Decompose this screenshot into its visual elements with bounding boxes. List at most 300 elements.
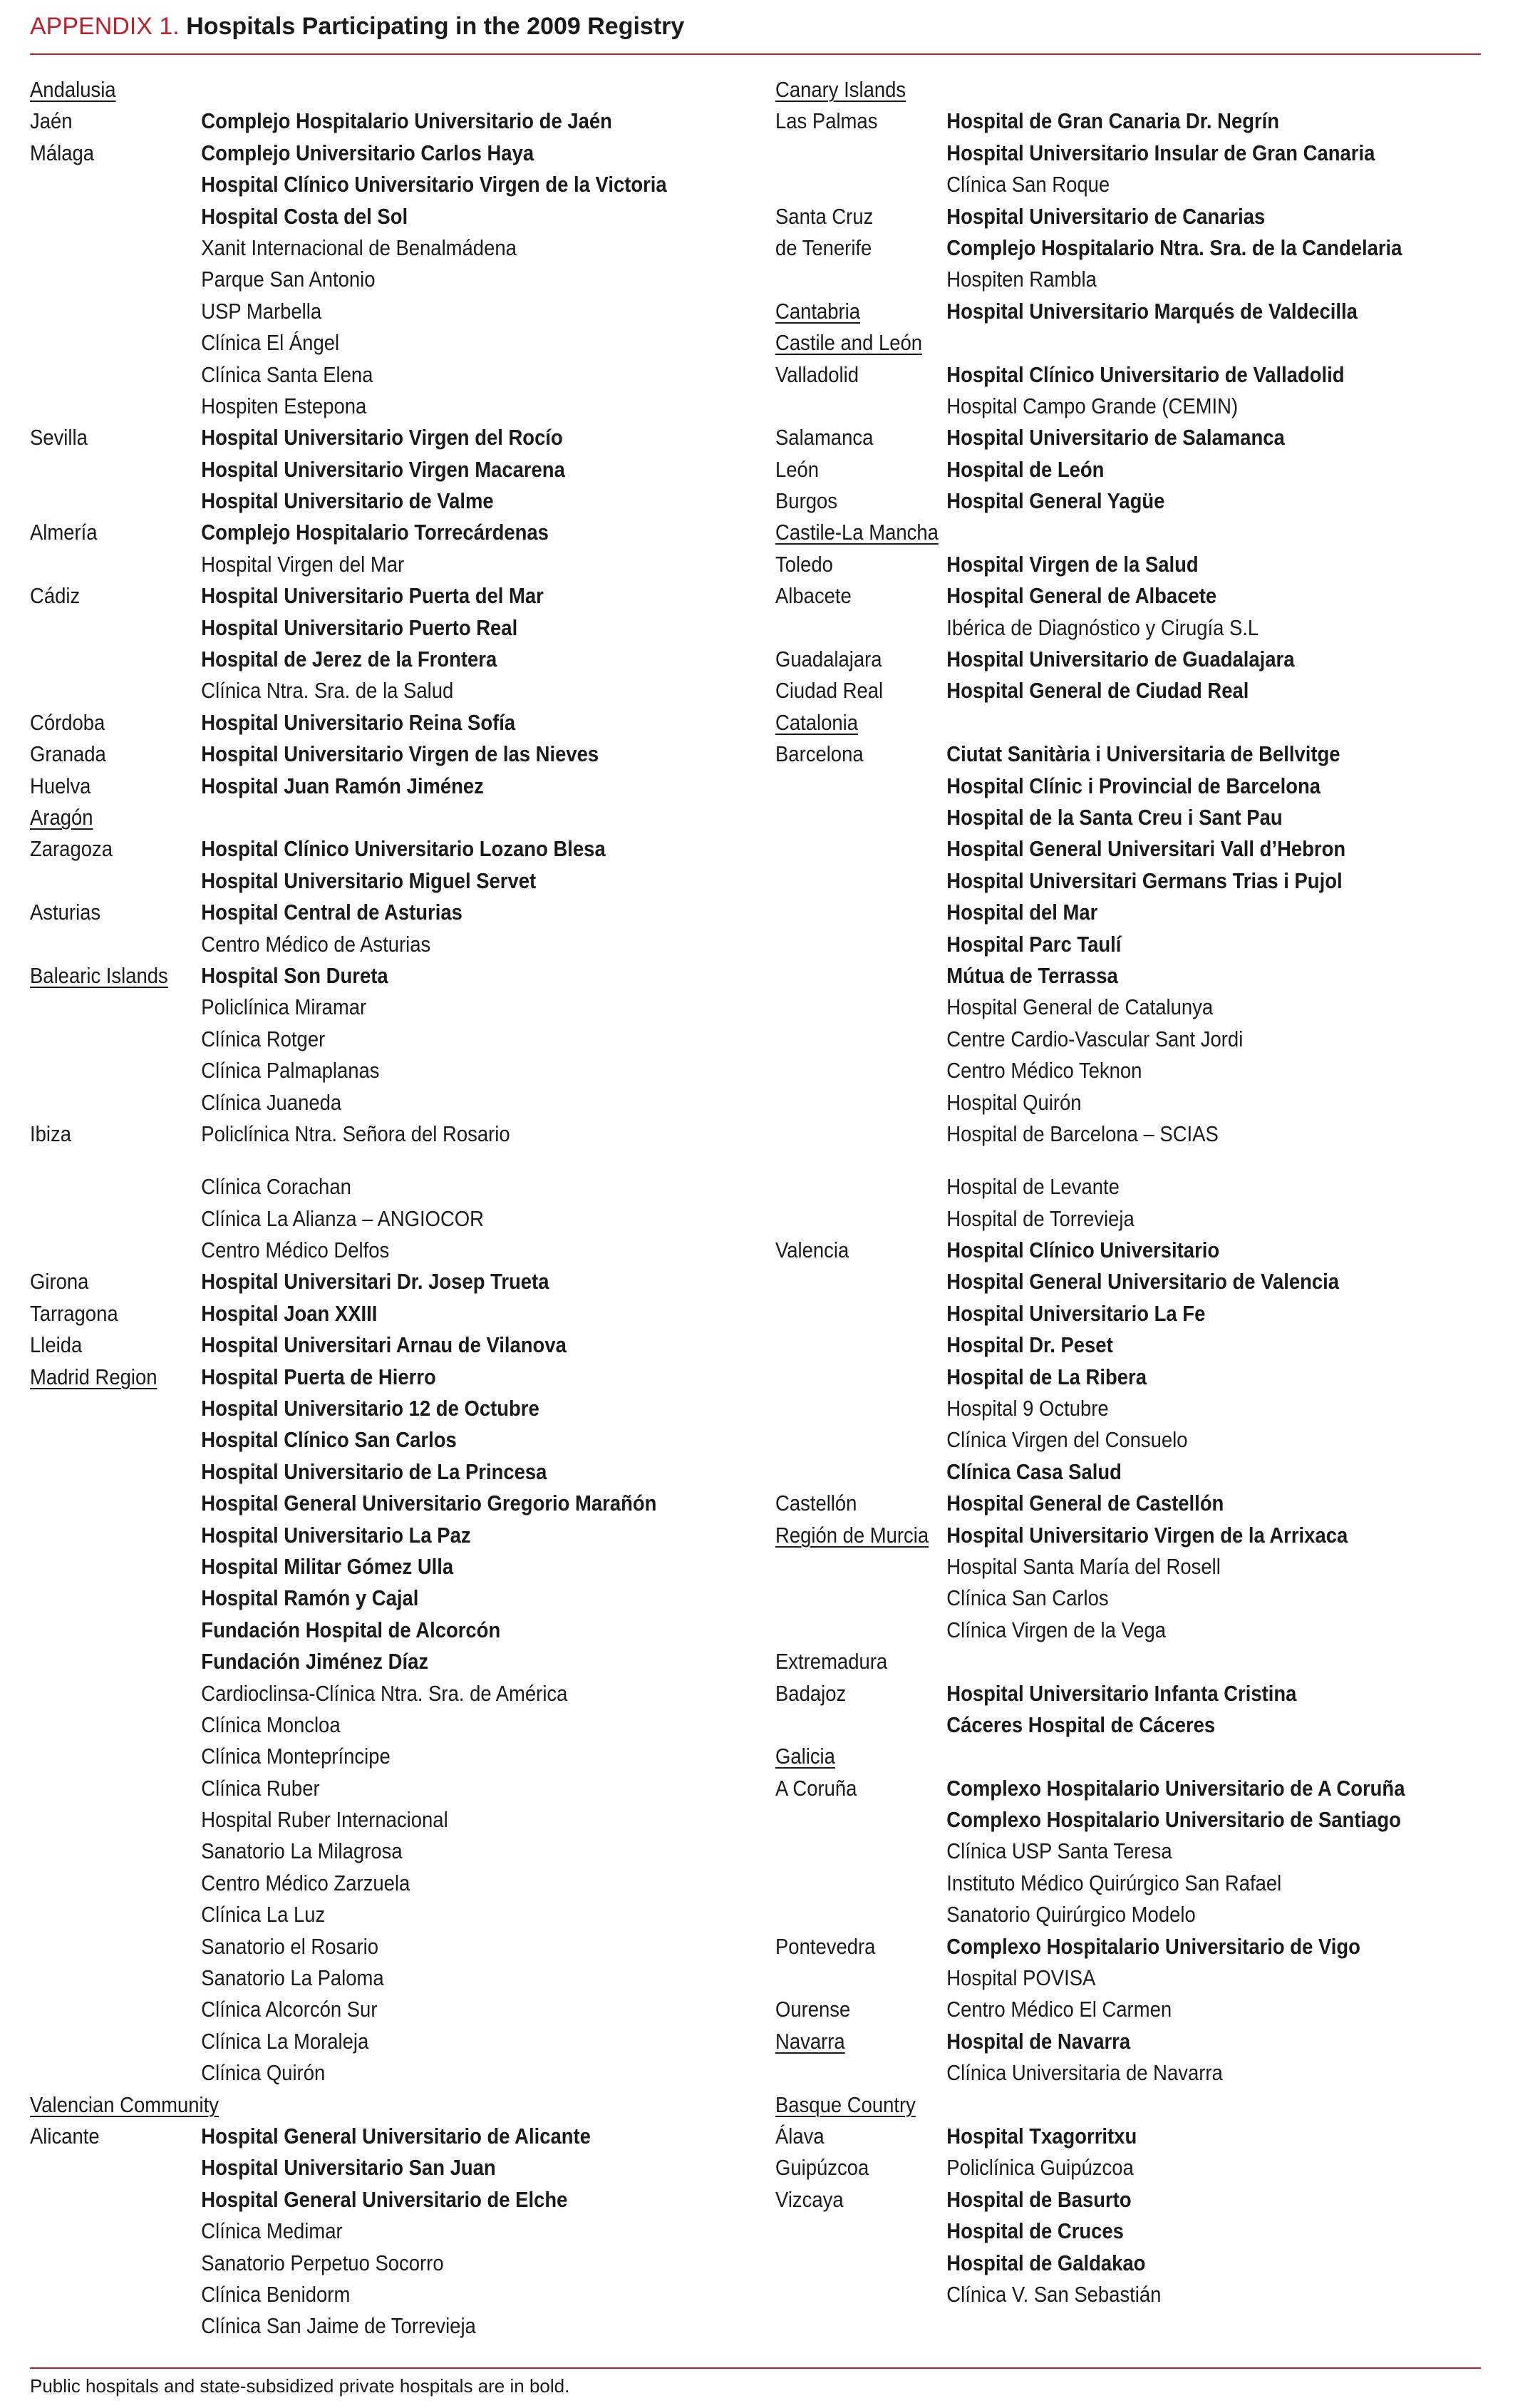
- region-heading: Balearic Islands: [30, 963, 168, 988]
- hospital-name: Centre Cardio-Vascular Sant Jordi: [946, 1027, 1244, 1051]
- hospital-name: Ciutat Sanitària i Universitaria de Bellvitge: [946, 742, 1340, 767]
- hospital-name: Hospital Clínico Universitario: [946, 1238, 1220, 1263]
- hospital-name: Hospital Universitario Infanta Cristina: [946, 1681, 1297, 1706]
- city-name: Las Palmas: [775, 109, 878, 134]
- hospital-name: Clínica El Ángel: [201, 331, 340, 356]
- hospital-row: [775, 1994, 1430, 2025]
- region-heading: Catalonia: [775, 710, 858, 735]
- hospital-row: [30, 264, 684, 295]
- region-heading: Canary Islands: [775, 78, 906, 102]
- hospital-row: [30, 1298, 684, 1329]
- region-heading: Valencian Community: [30, 2092, 219, 2117]
- city-name: Salamanca: [775, 426, 874, 451]
- hospital-name: Cáceres Hospital de Cáceres: [946, 1712, 1216, 1737]
- hospital-name: Hospital Central de Asturias: [201, 900, 462, 925]
- hospital-row: [30, 1551, 684, 1583]
- hospital-row: [775, 1678, 1430, 1709]
- hospital-name: Policlínica Ntra. Señora del Rosario: [201, 1121, 510, 1146]
- hospital-name: Centro Médico Zarzuela: [201, 1871, 410, 1895]
- hospital-row: [775, 612, 1430, 644]
- hospital-name: Hospital General Universitario de Alicante: [201, 2124, 591, 2149]
- hospital-name: Hospital Joan XXIII: [201, 1301, 378, 1326]
- footnote: Public hospitals and state-subsidized private hospitals are in bold.: [30, 2375, 570, 2397]
- hospital-name: Clínica Corachan: [201, 1175, 351, 1200]
- region-heading: Región de Murcia: [775, 1523, 929, 1548]
- hospital-row: [775, 992, 1430, 1023]
- hospital-row: [775, 201, 1430, 232]
- hospital-row: [775, 1087, 1430, 1118]
- hospital-row: [775, 1836, 1430, 1867]
- hospital-name: Clínica Virgen de la Vega: [946, 1617, 1167, 1642]
- city-name: Lleida: [30, 1333, 83, 1358]
- hospital-row: [30, 2026, 684, 2057]
- hospital-row: [30, 1520, 684, 1551]
- hospital-row: [30, 391, 684, 422]
- hospital-row: [775, 106, 1430, 137]
- hospital-name: Clínica Juaneda: [201, 1090, 342, 1115]
- hospital-name: Hospital Costa del Sol: [201, 204, 408, 229]
- hospital-row: [30, 865, 684, 897]
- hospital-row: [775, 2248, 1430, 2279]
- hospital-name: Clínica Universitaria de Navarra: [946, 2061, 1223, 2086]
- hospital-row: [775, 1203, 1430, 1235]
- hospital-row: [30, 422, 684, 453]
- hospital-name: Complejo Universitario Carlos Haya: [201, 140, 534, 165]
- hospital-name: Complexo Hospitalario Universitario de A Coruña: [946, 1776, 1405, 1801]
- city-name: Vizcaya: [775, 2187, 844, 2212]
- hospital-name: Sanatorio Quirúrgico Modelo: [946, 1903, 1196, 1928]
- hospital-row: [775, 1235, 1430, 1266]
- hospital-row: [30, 1868, 684, 1899]
- hospital-name: Hospital Clínico San Carlos: [201, 1428, 457, 1453]
- region-heading: Madrid Region: [30, 1364, 157, 1389]
- city-name: Ibiza: [30, 1121, 71, 1146]
- hospital-name: Cardioclinsa-Clínica Ntra. Sra. de América: [201, 1681, 568, 1706]
- city-name: Cádiz: [30, 584, 81, 609]
- region-row: [775, 296, 1430, 327]
- hospital-row: [775, 2184, 1430, 2216]
- hospital-row: [775, 1962, 1430, 1994]
- hospital-row: [30, 1836, 684, 1867]
- hospital-row: [30, 2184, 684, 2216]
- hospital-name: Sanatorio Perpetuo Socorro: [201, 2250, 444, 2275]
- region-row: [30, 802, 684, 833]
- hospital-name: Hospital Militar Gómez Ulla: [201, 1554, 454, 1579]
- hospital-name: Fundación Hospital de Alcorcón: [201, 1617, 501, 1642]
- hospital-name: Hospital Universitario La Fe: [946, 1301, 1206, 1326]
- hospital-name: Hospital Universitario San Juan: [201, 2156, 496, 2181]
- city-name: Guipúzcoa: [775, 2156, 869, 2181]
- hospital-name: Policlínica Miramar: [201, 995, 367, 1020]
- hospital-name: Complexo Hospitalario Universitario de Vigo: [946, 1934, 1360, 1959]
- city-name: Asturias: [30, 900, 101, 925]
- hospital-name: Clínica La Luz: [201, 1903, 326, 1928]
- hospital-row: [775, 1424, 1430, 1456]
- hospital-name: Clínica V. San Sebastián: [946, 2282, 1162, 2307]
- hospital-name: Sanatorio el Rosario: [201, 1934, 379, 1959]
- hospital-row: [775, 1055, 1430, 1086]
- hospital-name: Clínica Moncloa: [201, 1712, 341, 1737]
- hospital-name: Hospital Universitario Virgen Macarena: [201, 457, 565, 482]
- hospital-name: Sanatorio La Milagrosa: [201, 1839, 403, 1864]
- hospital-row: [775, 1868, 1430, 1899]
- hospital-row: [775, 1488, 1430, 1519]
- city-name: Girona: [30, 1270, 89, 1295]
- hospital-name: Hospital Universitario Virgen de las Nieves: [201, 742, 599, 767]
- hospital-row: [775, 1024, 1430, 1055]
- hospital-row: [30, 1024, 684, 1055]
- hospital-row: [30, 929, 684, 960]
- city-name: Almería: [30, 520, 98, 545]
- region-row: [30, 1362, 684, 1393]
- hospital-name: Hospital Clínico Universitario Virgen de la Victoria: [201, 173, 667, 197]
- hospital-row: [30, 1424, 684, 1456]
- hospital-name: Clínica Quirón: [201, 2061, 326, 2086]
- hospital-name: Clínica Medimar: [201, 2219, 343, 2244]
- hospital-name: Centro Médico El Carmen: [946, 1997, 1172, 2022]
- hospital-name: Hospital Universitario Marqués de Valdecilla: [946, 299, 1358, 324]
- hospital-name: Clínica La Moraleja: [201, 2029, 369, 2054]
- city-name: Alicante: [30, 2124, 100, 2149]
- appendix-title-text: Hospitals Participating in the 2009 Registry: [186, 13, 685, 40]
- city-name: A Coruña: [775, 1776, 857, 1801]
- hospital-row: [30, 1994, 684, 2025]
- hospital-row: [30, 2279, 684, 2310]
- hospital-row: [775, 1899, 1430, 1930]
- hospital-row: [775, 1266, 1430, 1297]
- hospital-row: [30, 1171, 684, 1203]
- hospital-name: Parque San Antonio: [201, 267, 376, 292]
- bottom-divider: [30, 2367, 1481, 2369]
- hospital-row: [30, 580, 684, 612]
- hospital-row: [775, 232, 1430, 264]
- hospital-row: [30, 296, 684, 327]
- hospital-row: [30, 1456, 684, 1488]
- hospital-row: [775, 485, 1430, 517]
- hospital-name: Hospital Son Dureta: [201, 963, 388, 988]
- hospital-name: Hospital Universitario Insular de Gran Canaria: [946, 140, 1375, 165]
- city-name: Guadalajara: [775, 647, 882, 672]
- hospital-row: [775, 1583, 1430, 1614]
- hospital-row: [30, 1899, 684, 1930]
- city-name: León: [775, 457, 820, 482]
- hospital-name: Hospital Universitari Dr. Josep Trueta: [201, 1270, 549, 1295]
- hospital-row: [30, 1646, 684, 1677]
- hospital-name: Clínica Virgen del Consuelo: [946, 1428, 1188, 1453]
- hospital-row: [30, 771, 684, 802]
- hospital-row: [775, 1551, 1430, 1583]
- hospital-row: [775, 1456, 1430, 1488]
- hospital-row: [30, 833, 684, 865]
- hospital-name: Clínica Montepríncipe: [201, 1744, 391, 1769]
- hospital-row: [775, 1362, 1430, 1393]
- hospital-name: Hospital General Universitari Vall d’Hebron: [946, 837, 1346, 862]
- hospital-name: Hospital Universitario Puerto Real: [201, 615, 518, 640]
- hospital-name: Clínica Palmaplanas: [201, 1059, 380, 1084]
- hospital-row: [775, 802, 1430, 833]
- hospital-row: [30, 612, 684, 644]
- hospital-row: [775, 1931, 1430, 1962]
- hospital-name: Clínica Benidorm: [201, 2282, 351, 2307]
- hospital-row: [775, 580, 1430, 612]
- hospital-row: [30, 138, 684, 169]
- hospital-row: [30, 739, 684, 770]
- hospital-name: Hospital Campo Grande (CEMIN): [946, 393, 1239, 418]
- hospital-row: [775, 1615, 1430, 1646]
- city-name: Tarragona: [30, 1301, 118, 1326]
- hospital-row: [775, 2152, 1430, 2183]
- hospital-row: [30, 2248, 684, 2279]
- hospital-name: Hospital Universitario de Canarias: [946, 204, 1266, 229]
- hospital-name: Hospital Universitario Puerta del Mar: [201, 584, 544, 609]
- hospital-row: [30, 1583, 684, 1614]
- hospital-row: [775, 1118, 1430, 1150]
- hospital-name: Hospital Clínic i Provincial de Barcelona: [946, 773, 1321, 798]
- hospital-name: Hospital de la Santa Creu i Sant Pau: [946, 805, 1283, 830]
- hospital-row: [30, 992, 684, 1023]
- city-name: de Tenerife: [775, 235, 872, 260]
- hospital-name: Hospital Universitari Arnau de Vilanova: [201, 1333, 567, 1358]
- hospital-row: [775, 1171, 1430, 1203]
- hospital-name: Hospital de Gran Canaria Dr. Negrín: [946, 109, 1280, 134]
- hospital-name: Hospital Clínico Universitario de Valladolid: [946, 362, 1345, 387]
- hospital-row: [30, 201, 684, 232]
- city-name: Zaragoza: [30, 837, 113, 862]
- region-row: [775, 2089, 1430, 2121]
- hospital-row: [775, 675, 1430, 706]
- hospital-name: Hospital de La Ribera: [946, 1364, 1147, 1389]
- hospital-row: [30, 485, 684, 517]
- hospital-name: Hospiten Estepona: [201, 393, 367, 418]
- hospital-name: Hospital General de Castellón: [946, 1491, 1224, 1516]
- hospital-name: Clínica San Jaime de Torrevieja: [201, 2314, 476, 2339]
- hospital-name: Clínica San Roque: [946, 173, 1110, 197]
- region-heading: Galicia: [775, 1744, 835, 1769]
- region-row: [775, 517, 1430, 548]
- appendix-label: APPENDIX 1.: [30, 13, 180, 40]
- hospital-name: Hospital Universitario Virgen del Rocío: [201, 426, 563, 451]
- hospital-row: [30, 1203, 684, 1235]
- right-column: [775, 74, 1430, 2310]
- hospital-row: [30, 327, 684, 359]
- hospital-row: [30, 517, 684, 548]
- hospital-row: [30, 359, 684, 391]
- hospital-name: Hospiten Rambla: [946, 267, 1097, 292]
- hospital-name: Hospital Juan Ramón Jiménez: [201, 773, 484, 798]
- city-name: Barcelona: [775, 742, 864, 767]
- hospital-row: [30, 454, 684, 485]
- hospital-name: Hospital Santa María del Rosell: [946, 1554, 1221, 1579]
- region-heading: Basque Country: [775, 2092, 916, 2117]
- hospital-name: Hospital Txagorritxu: [946, 2124, 1137, 2149]
- hospital-name: Mútua de Terrassa: [946, 963, 1118, 988]
- hospital-name: Hospital Parc Taulí: [946, 932, 1122, 957]
- hospital-name: Clínica Alcorcón Sur: [201, 1997, 378, 2022]
- city-name: Valencia: [775, 1238, 849, 1263]
- hospital-row: [775, 1773, 1430, 1804]
- hospital-row: [30, 1962, 684, 1994]
- hospital-row: [775, 1393, 1430, 1424]
- city-name: Córdoba: [30, 710, 105, 735]
- hospital-name: Clínica USP Santa Teresa: [946, 1839, 1172, 1864]
- hospital-name: Clínica Rotger: [201, 1027, 326, 1051]
- hospital-row: [30, 897, 684, 928]
- hospital-row: [30, 2216, 684, 2247]
- hospital-name: Centro Médico de Asturias: [201, 932, 431, 957]
- region-row: [30, 2089, 684, 2121]
- hospital-name: Hospital Dr. Peset: [946, 1333, 1113, 1358]
- region-row: [775, 2026, 1430, 2057]
- hospital-name: Hospital de Jerez de la Frontera: [201, 647, 497, 672]
- hospital-row: [775, 391, 1430, 422]
- hospital-name: Hospital de Basurto: [946, 2187, 1132, 2212]
- appendix-title: [30, 10, 684, 43]
- hospital-name: Hospital Ruber Internacional: [201, 1808, 448, 1833]
- hospital-name: Hospital de Galdakao: [946, 2250, 1146, 2275]
- region-heading: Castile and León: [775, 331, 923, 356]
- hospital-name: Hospital General Universitario de Valencia: [946, 1270, 1340, 1295]
- city-name: Jaén: [30, 109, 73, 134]
- hospital-row: [30, 549, 684, 580]
- hospital-name: Hospital Universitario Virgen de la Arrixaca: [946, 1523, 1348, 1548]
- hospital-row: [775, 1709, 1430, 1741]
- region-heading: Castile-La Mancha: [775, 520, 939, 545]
- hospital-name: Hospital Universitario de Salamanca: [946, 426, 1285, 451]
- hospital-row: [775, 1804, 1430, 1836]
- top-divider: [30, 53, 1481, 55]
- hospital-row: [775, 2216, 1430, 2247]
- hospital-name: Complejo Hospitalario Torrecárdenas: [201, 520, 549, 545]
- hospital-name: Hospital General de Catalunya: [946, 995, 1214, 1020]
- hospital-row: [775, 169, 1430, 200]
- city-name: Santa Cruz: [775, 204, 874, 229]
- hospital-row: [775, 138, 1430, 169]
- hospital-row: [30, 2121, 684, 2152]
- hospital-name: Hospital de Levante: [946, 1175, 1120, 1200]
- hospital-name: Centro Médico Teknon: [946, 1059, 1142, 1084]
- city-name: Pontevedra: [775, 1934, 876, 1959]
- hospital-name: Hospital Virgen de la Salud: [946, 552, 1199, 577]
- hospital-name: Hospital del Mar: [946, 900, 1098, 925]
- region-row: [775, 74, 1430, 106]
- region-row: [775, 327, 1430, 359]
- hospital-row: [30, 1055, 684, 1086]
- hospital-row: [775, 1298, 1430, 1329]
- city-name: Burgos: [775, 489, 837, 514]
- hospital-name: Instituto Médico Quirúrgico San Rafael: [946, 1871, 1282, 1895]
- hospital-name: Hospital Universitario de La Princesa: [201, 1459, 547, 1484]
- hospital-name: Hospital de Navarra: [946, 2029, 1131, 2054]
- region-row: [30, 960, 684, 992]
- hospital-row: [775, 2121, 1430, 2152]
- hospital-row: [30, 1329, 684, 1361]
- city-name: Extremadura: [775, 1650, 888, 1674]
- hospital-row: [30, 106, 684, 137]
- region-row: [775, 707, 1430, 739]
- hospital-row: [30, 1804, 684, 1836]
- city-name: Granada: [30, 742, 106, 767]
- hospital-row: [30, 1773, 684, 1804]
- hospital-row: [30, 1931, 684, 1962]
- city-name: Toledo: [775, 552, 833, 577]
- city-name: Huelva: [30, 773, 91, 798]
- hospital-name: Hospital General de Ciudad Real: [946, 679, 1249, 704]
- hospital-name: Hospital Universitario de Valme: [201, 489, 494, 514]
- hospital-name: Clínica Casa Salud: [946, 1459, 1122, 1484]
- hospital-name: Centro Médico Delfos: [201, 1238, 390, 1263]
- hospital-row: [775, 1329, 1430, 1361]
- hospital-name: Hospital General Universitario Gregorio Marañón: [201, 1491, 657, 1516]
- region-row: [775, 1741, 1430, 1772]
- hospital-name: Hospital 9 Octubre: [946, 1396, 1109, 1421]
- hospital-name: Hospital General Universitario de Elche: [201, 2187, 568, 2212]
- hospital-name: Hospital POVISA: [946, 1966, 1096, 1991]
- hospital-name: Fundación Jiménez Díaz: [201, 1650, 429, 1674]
- hospital-name: Hospital de Barcelona – SCIAS: [946, 1121, 1219, 1146]
- city-name: Badajoz: [775, 1681, 847, 1706]
- region-heading: Andalusia: [30, 78, 116, 102]
- hospital-name: Hospital General Yagüe: [946, 489, 1165, 514]
- city-name: Sevilla: [30, 426, 88, 451]
- hospital-row: [775, 264, 1430, 295]
- hospital-row: [775, 739, 1430, 770]
- hospital-name: Hospital de Torrevieja: [946, 1206, 1135, 1231]
- hospital-name: Hospital Quirón: [946, 1090, 1082, 1115]
- hospital-row: [30, 2310, 684, 2342]
- hospital-row: [775, 359, 1430, 391]
- hospital-name: Policlínica Guipúzcoa: [946, 2156, 1134, 2181]
- hospital-name: Hospital Ramón y Cajal: [201, 1586, 419, 1611]
- hospital-name: Complejo Hospitalario Universitario de Jaén: [201, 109, 612, 134]
- city-name: Málaga: [30, 140, 95, 165]
- hospital-row: [30, 1266, 684, 1297]
- hospital-row: [775, 1646, 1430, 1677]
- hospital-row: [775, 929, 1430, 960]
- hospital-name: Clínica Ntra. Sra. de la Salud: [201, 679, 454, 704]
- hospital-name: Ibérica de Diagnóstico y Cirugía S.L: [946, 615, 1259, 640]
- hospital-row: [775, 897, 1430, 928]
- hospital-row: [30, 2057, 684, 2089]
- hospital-row: [775, 2279, 1430, 2310]
- region-row: [30, 74, 684, 106]
- hospital-row: [775, 833, 1430, 865]
- hospital-row: [775, 960, 1430, 992]
- hospital-name: Clínica Ruber: [201, 1776, 320, 1801]
- region-heading: Cantabria: [775, 299, 861, 324]
- region-row: [775, 1520, 1430, 1551]
- left-column: [30, 74, 684, 2342]
- hospital-name: Hospital Universitario La Paz: [201, 1523, 471, 1548]
- hospital-row: [775, 644, 1430, 675]
- hospital-name: Hospital Universitario 12 de Octubre: [201, 1396, 539, 1421]
- hospital-row: [30, 1709, 684, 1741]
- hospital-row: [30, 1741, 684, 1772]
- city-name: Álava: [775, 2124, 825, 2149]
- hospital-name: Clínica Santa Elena: [201, 362, 373, 387]
- hospital-name: Hospital Universitari Germans Trias i Pujol: [946, 868, 1343, 893]
- hospital-name: Clínica La Alianza – ANGIOCOR: [201, 1206, 484, 1231]
- hospital-row: [775, 549, 1430, 580]
- hospital-row: [30, 169, 684, 200]
- hospital-row: [30, 232, 684, 264]
- city-name: Albacete: [775, 584, 852, 609]
- hospital-row: [30, 675, 684, 706]
- city-name: Ourense: [775, 1997, 851, 2022]
- hospital-row: [30, 1615, 684, 1646]
- region-heading: Aragón: [30, 805, 93, 830]
- hospital-row: [775, 865, 1430, 897]
- hospital-name: Hospital Puerta de Hierro: [201, 1364, 436, 1389]
